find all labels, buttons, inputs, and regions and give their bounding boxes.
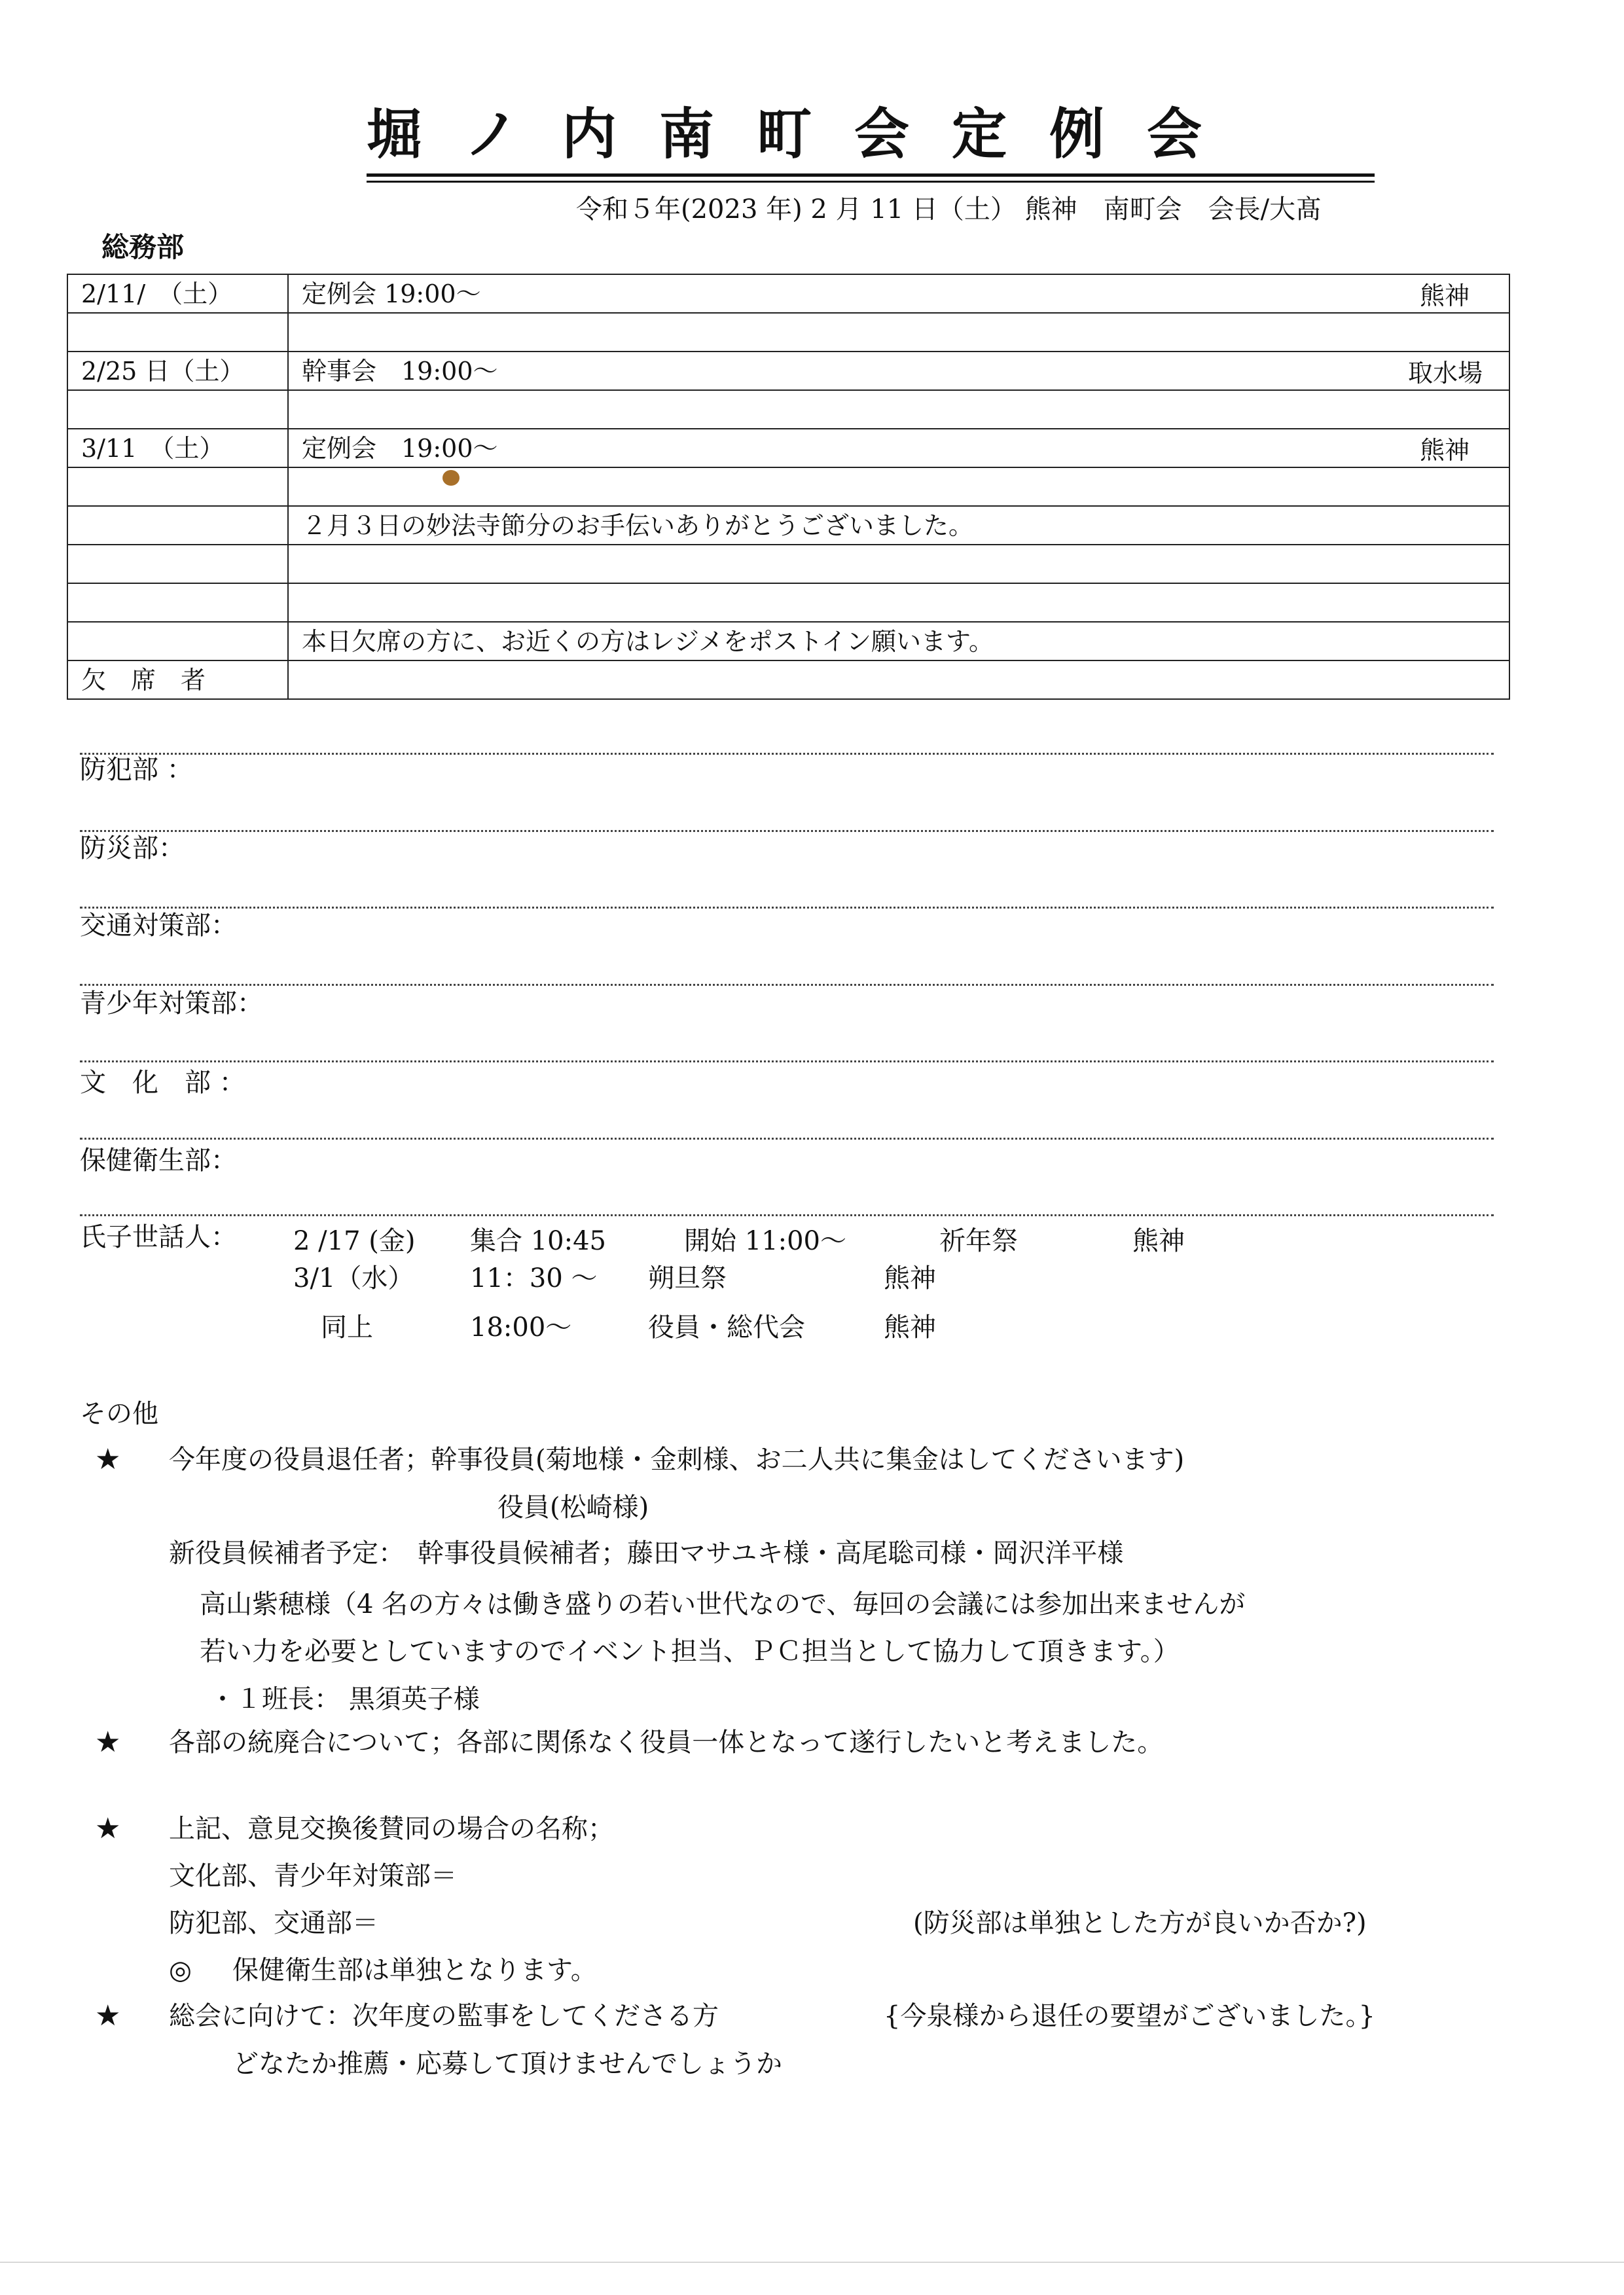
ujiko-start: 開始 11:00～ xyxy=(684,1226,846,1256)
divider xyxy=(80,830,1494,832)
schedule-table xyxy=(67,274,1510,700)
schedule-row xyxy=(67,429,1509,467)
auditor-note: {今泉様から退任の要望がございました。} xyxy=(884,2001,1375,2031)
ujiko-place: 熊神 xyxy=(884,1263,936,1293)
ujiko-date: 3/1（水） xyxy=(293,1263,414,1293)
schedule-date: 3/11 （土） xyxy=(67,429,288,467)
stain-mark xyxy=(442,470,460,486)
dept-health: 保健衛生部： xyxy=(80,1146,237,1176)
schedule-date xyxy=(67,583,288,622)
schedule-date xyxy=(67,467,288,506)
schedule-date: 2/25 日（土） xyxy=(67,352,288,390)
ujiko-event: 祈年祭 xyxy=(939,1226,1018,1256)
ujiko-date: 2 /17 (金) xyxy=(293,1226,416,1256)
meeting-info: 令和５年(2023 年) 2 月 11 日（土） 熊神 南町会 会長/大髙 xyxy=(576,194,1322,225)
auditor-line: 総会に向けて：次年度の監事をしてくださる方 xyxy=(169,2001,719,2031)
divider xyxy=(80,1138,1494,1140)
dept-crime-prevention: 防犯部 ： xyxy=(80,755,193,785)
schedule-row xyxy=(67,467,1509,506)
schedule-row xyxy=(67,390,1509,429)
dept-disaster-prevention: 防災部： xyxy=(80,833,185,863)
schedule-event xyxy=(288,313,1509,352)
new-officers-line-2: 高山紫穂様（4 名の方々は働き盛りの若い世代なので、毎回の会議には参加出来ませんが xyxy=(200,1589,1246,1619)
schedule-date xyxy=(67,622,288,660)
naming-culture-youth: 文化部、青少年対策部＝ xyxy=(169,1861,457,1891)
absentees-label: 欠 席 者 xyxy=(67,660,288,699)
dept-youth: 青少年対策部： xyxy=(80,988,263,1019)
schedule-date: 2/11/ （土） xyxy=(67,274,288,313)
schedule-date xyxy=(67,545,288,583)
schedule-row xyxy=(67,313,1509,352)
star-bullet: ★ xyxy=(95,1726,121,1759)
scan-edge xyxy=(0,2262,1624,2263)
divider xyxy=(80,907,1494,909)
title-underline-thin xyxy=(367,181,1375,183)
new-officers-line: 新役員候補者予定： 幹事役員候補者；藤田マサユキ様・高尾聡司様・岡沢洋平様 xyxy=(169,1538,1124,1568)
divider xyxy=(80,984,1494,986)
schedule-event xyxy=(288,467,1509,506)
schedule-place: 熊神 xyxy=(1419,436,1470,465)
ujiko-place: 熊神 xyxy=(1132,1226,1185,1256)
schedule-row-absentees xyxy=(67,660,1509,699)
schedule-date xyxy=(67,313,288,352)
schedule-event-text: 幹事会 19:00～ xyxy=(302,356,498,386)
double-circle-bullet: ◎ xyxy=(169,1955,192,1985)
schedule-event xyxy=(288,583,1509,622)
auditor-line-2: どなたか推薦・応募して頂けませんでしょうか xyxy=(232,2049,782,2079)
schedule-event xyxy=(288,429,1509,467)
schedule-event-text: 定例会 19:00～ xyxy=(302,279,481,308)
dept-traffic: 交通対策部： xyxy=(80,911,237,941)
ujiko-time: 18:00～ xyxy=(470,1312,572,1343)
ujiko-time: 11：30 ～ xyxy=(470,1263,598,1293)
schedule-event xyxy=(288,545,1509,583)
schedule-date xyxy=(67,506,288,545)
naming-note: (防災部は単独とした方が良いか否か?) xyxy=(913,1908,1367,1938)
star-bullet: ★ xyxy=(95,1812,121,1845)
schedule-event: 本日欠席の方に、お近くの方はレジメをポストイン願います。 xyxy=(288,622,1509,660)
divider xyxy=(80,753,1494,755)
absentees-value xyxy=(288,660,1509,699)
schedule-event xyxy=(288,390,1509,429)
schedule-row xyxy=(67,545,1509,583)
naming-line: 上記、意見交換後賛同の場合の名称； xyxy=(169,1814,614,1844)
naming-crime-traffic: 防犯部、交通部＝ xyxy=(169,1908,378,1938)
schedule-event-text: 定例会 19:00～ xyxy=(302,433,498,463)
ujiko-label: 氏子世話人： xyxy=(80,1222,237,1252)
health-dept-line: 保健衛生部は単独となります。 xyxy=(232,1955,597,1985)
schedule-row xyxy=(67,274,1509,313)
dept-culture: 文 化 部 ： xyxy=(80,1068,245,1098)
schedule-date xyxy=(67,390,288,429)
ujiko-date: 同上 xyxy=(321,1312,373,1343)
resignation-line: 今年度の役員退任者；幹事役員(菊地様・金刺様、お二人共に集金はしてくださいます) xyxy=(169,1445,1185,1475)
merger-line: 各部の統廃合について；各部に関係なく役員一体となって遂行したいと考えました。 xyxy=(169,1727,1164,1758)
group-leader-line: ・１班長： 黒須英子様 xyxy=(209,1684,480,1714)
divider xyxy=(80,1060,1494,1062)
schedule-row xyxy=(67,622,1509,660)
resignation-line-2: 役員(松崎様) xyxy=(497,1492,649,1523)
ujiko-event: 朔旦祭 xyxy=(648,1263,727,1293)
section-label-general-affairs: 総務部 xyxy=(101,231,185,263)
star-bullet: ★ xyxy=(95,1443,121,1476)
new-officers-line-3: 若い力を必要としていますのでイベント担当、ＰＣ担当として協力して頂きます。） xyxy=(200,1636,1180,1667)
schedule-place: 熊神 xyxy=(1419,281,1470,310)
title-underline xyxy=(367,173,1375,177)
schedule-event xyxy=(288,274,1509,313)
schedule-row xyxy=(67,583,1509,622)
ujiko-time: 集合 10:45 xyxy=(470,1226,606,1256)
divider xyxy=(80,1214,1494,1216)
star-bullet: ★ xyxy=(95,1999,121,2033)
schedule-place: 取水場 xyxy=(1407,359,1483,388)
schedule-row xyxy=(67,506,1509,545)
other-label: その他 xyxy=(80,1399,158,1429)
schedule-event: ２月３日の妙法寺節分のお手伝いありがとうございました。 xyxy=(288,506,1509,545)
ujiko-event: 役員・総代会 xyxy=(648,1312,805,1343)
schedule-row xyxy=(67,352,1509,390)
ujiko-place: 熊神 xyxy=(884,1312,936,1343)
document-title: 堀ノ内南町会定例会 xyxy=(367,102,1245,166)
schedule-event xyxy=(288,352,1509,390)
